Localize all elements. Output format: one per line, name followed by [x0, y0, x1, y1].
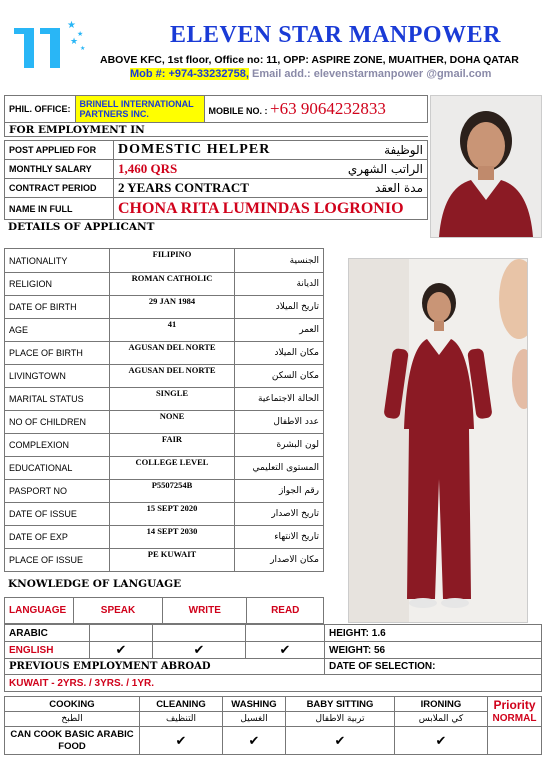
details-row — [5, 434, 324, 457]
skill-washing-ar: الغسيل — [223, 712, 286, 727]
detail-label: DATE OF ISSUE — [5, 503, 110, 526]
salary-label: MONTHLY SALARY — [5, 160, 114, 179]
skill-cooking: COOKING — [5, 697, 140, 712]
skill-baby-sitting-ar: تربية الاطفال — [286, 712, 395, 727]
skill-washing: WASHING — [223, 697, 286, 712]
detail-ar: المستوى التعليمي — [235, 457, 324, 480]
detail-ar: تاريخ الانتهاء — [235, 526, 324, 549]
detail-value: 14 SEPT 2030 — [110, 526, 235, 549]
company-logo — [10, 14, 90, 72]
details-row — [5, 457, 324, 480]
arabic-speak — [90, 625, 153, 642]
details-row — [5, 480, 324, 503]
detail-value: 29 JAN 1984 — [110, 296, 235, 319]
skill-cleaning-ar: التنظيف — [140, 712, 223, 727]
svg-text:★: ★ — [80, 46, 86, 52]
detail-ar: الجنسية — [235, 249, 324, 273]
detail-ar: تاريخ الاصدار — [235, 503, 324, 526]
company-address: ABOVE KFC, 1st floor, Office no: 11, OPP: ASPIRE ZONE, MUAITHER, DOHA QATAR — [100, 54, 519, 66]
details-row — [5, 526, 324, 549]
name-label: NAME IN FULL — [5, 198, 114, 220]
details-row — [5, 249, 324, 273]
detail-value: P5507254B — [110, 480, 235, 503]
priority-cell — [488, 697, 542, 727]
language-values-table — [4, 624, 542, 692]
height-value: HEIGHT: 1.6 — [325, 625, 542, 642]
detail-label: NO OF CHILDREN — [5, 411, 110, 434]
washing-check: ✔ — [223, 727, 286, 755]
details-table — [4, 248, 324, 572]
arabic-write — [153, 625, 246, 642]
language-english: ENGLISH — [5, 642, 90, 659]
phil-office-value: BRINELL INTERNATIONAL PARTNERS INC. — [75, 96, 204, 123]
mobile-label: MOBILE NO. : — [208, 106, 268, 116]
priority-empty-cell — [488, 727, 542, 755]
details-row — [5, 319, 324, 342]
detail-label: COMPLEXION — [5, 434, 110, 457]
detail-label: DATE OF EXP — [5, 526, 110, 549]
detail-label: EDUCATIONAL — [5, 457, 110, 480]
previous-employment-heading: PREVIOUS EMPLOYMENT ABROAD — [5, 659, 325, 675]
svg-text:★: ★ — [70, 36, 79, 46]
contract-value: 2 YEARS CONTRACT — [114, 179, 340, 198]
detail-value: 15 SEPT 2020 — [110, 503, 235, 526]
applicant-full-body-photo — [348, 258, 528, 623]
detail-value: COLLEGE LEVEL — [110, 457, 235, 480]
phil-office-label: PHIL. OFFICE: — [5, 96, 76, 123]
details-heading: DETAILS OF APPLICANT — [8, 221, 155, 233]
priority-label: Priority — [493, 697, 536, 712]
detail-ar: الحالة الاجتماعية — [235, 388, 324, 411]
detail-label: PLACE OF BIRTH — [5, 342, 110, 365]
contract-label: CONTRACT PERIOD — [5, 179, 114, 198]
speak-col-header: SPEAK — [74, 598, 163, 624]
salary-ar: الراتب الشهري — [339, 160, 428, 179]
for-employment-heading: FOR EMPLOYMENT IN — [5, 123, 428, 137]
details-row — [5, 273, 324, 296]
post-table — [4, 140, 428, 220]
skill-ironing: IRONING — [395, 697, 488, 712]
cleaning-check: ✔ — [140, 727, 223, 755]
name-value: CHONA RITA LUMINDAS LOGRONIO — [114, 198, 428, 220]
post-ar: الوظيفة — [339, 141, 428, 160]
cooking-value: CAN COOK BASIC ARABIC FOOD — [5, 727, 140, 755]
details-row — [5, 549, 324, 572]
detail-ar: الديانة — [235, 273, 324, 296]
svg-text:★: ★ — [77, 31, 84, 38]
detail-value: AGUSAN DEL NORTE — [110, 365, 235, 388]
weight-value: WEIGHT: 56 — [325, 642, 542, 659]
english-speak-check: ✔ — [90, 642, 153, 659]
detail-ar: العمر — [235, 319, 324, 342]
previous-employment-value: KUWAIT - 2YRS. / 3YRS. / 1YR. — [5, 675, 542, 692]
mobile-cell — [204, 96, 428, 123]
detail-value: SINGLE — [110, 388, 235, 411]
details-row — [5, 365, 324, 388]
detail-value: AGUSAN DEL NORTE — [110, 342, 235, 365]
details-row — [5, 388, 324, 411]
detail-value: 41 — [110, 319, 235, 342]
skill-cooking-ar: الطبخ — [5, 712, 140, 727]
detail-ar: مكان السكن — [235, 365, 324, 388]
skill-cleaning: CLEANING — [140, 697, 223, 712]
detail-label: MARITAL STATUS — [5, 388, 110, 411]
company-contact — [130, 68, 491, 80]
header-info-table — [4, 95, 428, 137]
details-row — [5, 342, 324, 365]
write-col-header: WRITE — [163, 598, 247, 624]
skills-table — [4, 696, 542, 755]
baby-sitting-check: ✔ — [286, 727, 395, 755]
detail-value: NONE — [110, 411, 235, 434]
arabic-read — [246, 625, 325, 642]
english-read-check: ✔ — [246, 642, 325, 659]
language-heading: KNOWLEDGE OF LANGUAGE — [8, 578, 182, 590]
detail-label: LIVINGTOWN — [5, 365, 110, 388]
svg-text:★: ★ — [67, 20, 76, 31]
detail-value: FILIPINO — [110, 249, 235, 273]
detail-ar: مكان الاصدار — [235, 549, 324, 572]
detail-label: DATE OF BIRTH — [5, 296, 110, 319]
details-row — [5, 411, 324, 434]
detail-ar: لون البشرة — [235, 434, 324, 457]
applicant-portrait-photo — [430, 95, 542, 238]
company-title: ELEVEN STAR MANPOWER — [170, 22, 501, 48]
post-value: DOMESTIC HELPER — [114, 141, 340, 160]
email-address: Email add.: elevenstarmanpower @gmail.com — [248, 68, 492, 80]
selection-date-label: DATE OF SELECTION: — [325, 659, 542, 675]
detail-label: PLACE OF ISSUE — [5, 549, 110, 572]
post-label: POST APPLIED FOR — [5, 141, 114, 160]
detail-label: NATIONALITY — [5, 249, 110, 273]
detail-value: FAIR — [110, 434, 235, 457]
contract-ar: مدة العقد — [339, 179, 428, 198]
salary-value: 1,460 QRS — [114, 160, 340, 179]
detail-ar: رقم الجواز — [235, 480, 324, 503]
detail-label: PASPORT NO — [5, 480, 110, 503]
language-arabic: ARABIC — [5, 625, 90, 642]
skill-baby-sitting: BABY SITTING — [286, 697, 395, 712]
english-write-check: ✔ — [153, 642, 246, 659]
details-row — [5, 503, 324, 526]
detail-ar: مكان الميلاد — [235, 342, 324, 365]
mobile-value: +63 9064232833 — [270, 99, 386, 118]
detail-value: PE KUWAIT — [110, 549, 235, 572]
mobile-number: Mob #: +974-33232758, — [130, 68, 249, 80]
detail-ar: تاريخ الميلاد — [235, 296, 324, 319]
detail-label: RELIGION — [5, 273, 110, 296]
priority-value: NORMAL — [492, 712, 537, 724]
language-col-header: LANGUAGE — [5, 598, 74, 624]
read-col-header: READ — [247, 598, 324, 624]
detail-label: AGE — [5, 319, 110, 342]
detail-ar: عدد الاطفال — [235, 411, 324, 434]
skill-ironing-ar: كي الملابس — [395, 712, 488, 727]
detail-value: ROMAN CATHOLIC — [110, 273, 235, 296]
language-table — [4, 597, 324, 624]
ironing-check: ✔ — [395, 727, 488, 755]
details-row — [5, 296, 324, 319]
